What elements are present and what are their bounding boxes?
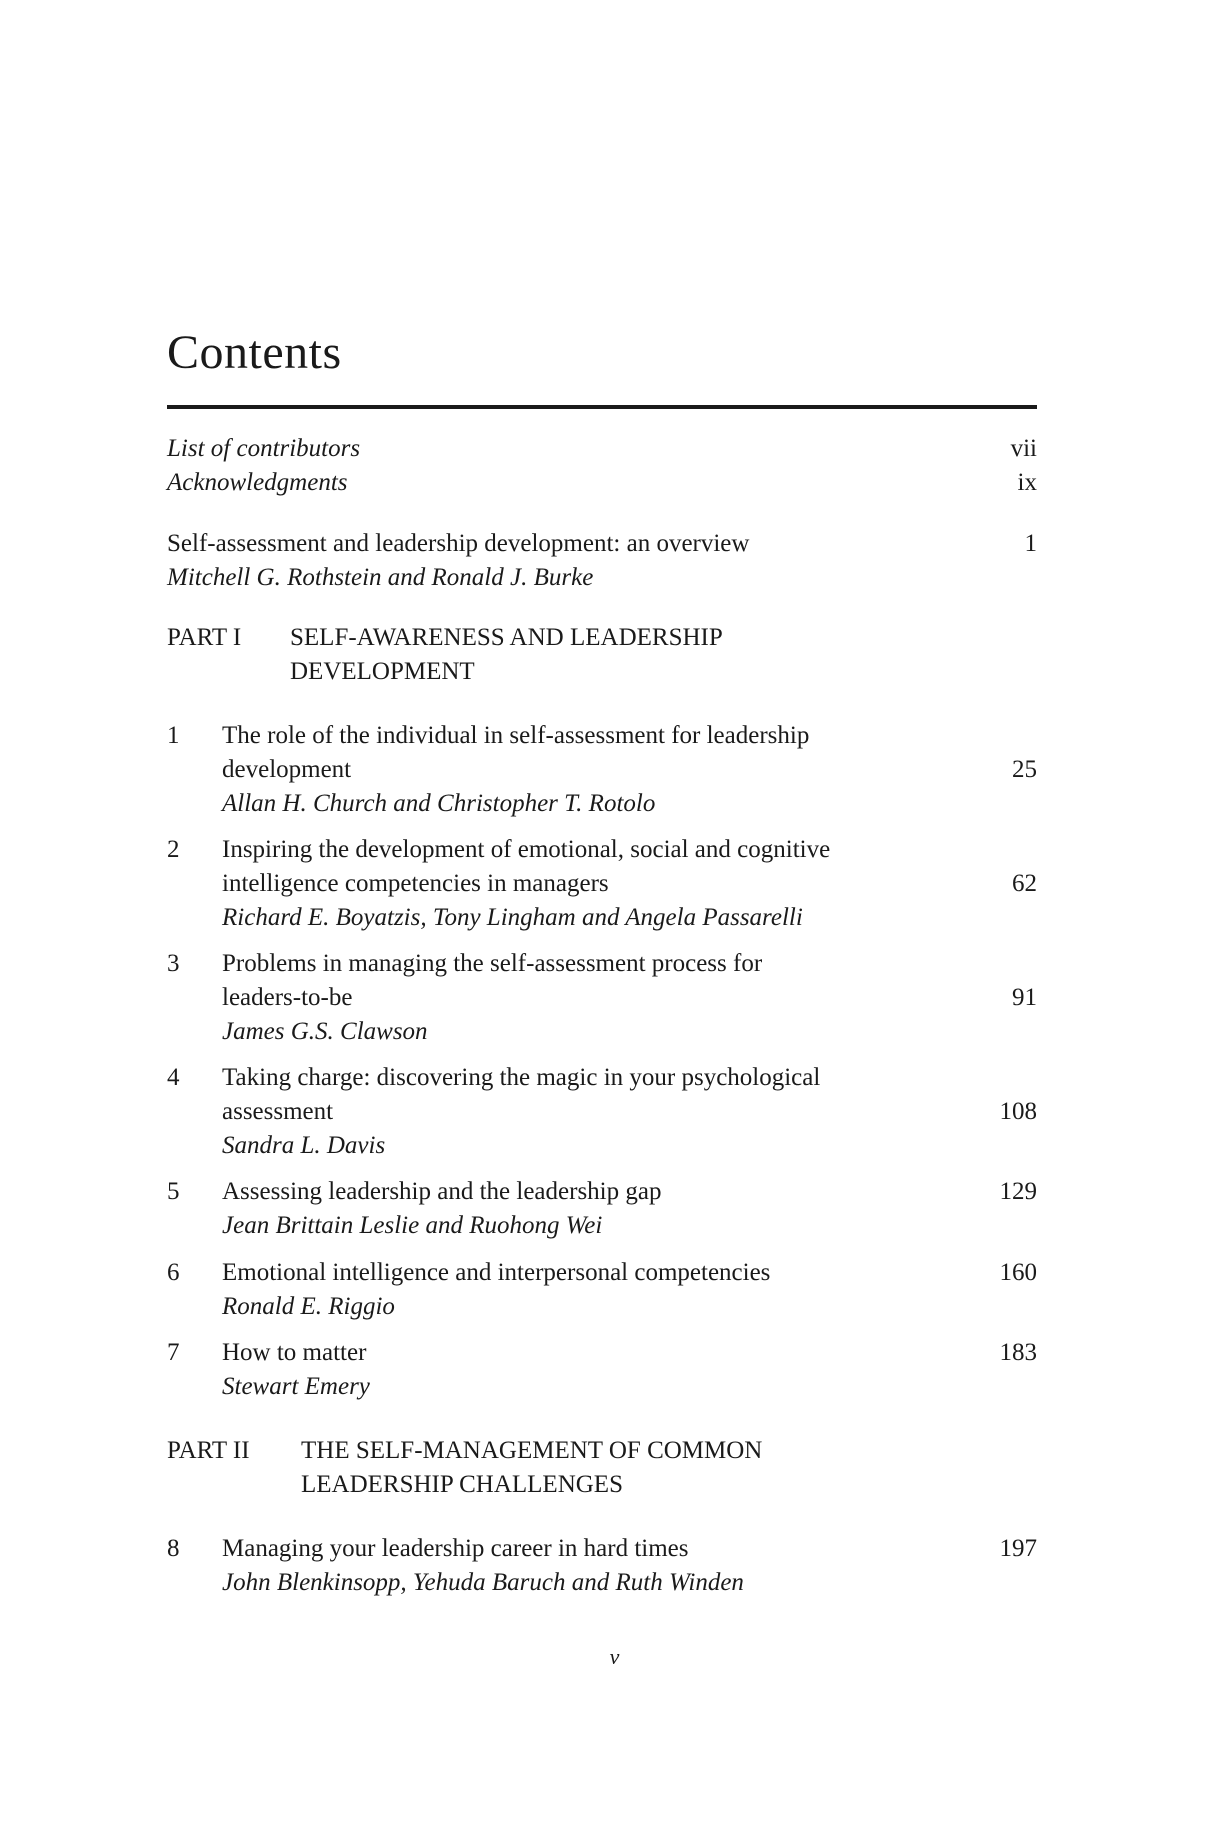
chapter-page: 25 — [1012, 756, 1037, 783]
chapter-authors: Richard E. Boyatzis, Tony Lingham and Angela Passarelli — [222, 904, 803, 931]
chapter-authors: John Blenkinsopp, Yehuda Baruch and Ruth Winden — [222, 1569, 744, 1596]
chapter-authors: Jean Brittain Leslie and Ruohong Wei — [222, 1212, 603, 1239]
overview-authors: Mitchell G. Rothstein and Ronald J. Burke — [167, 564, 594, 591]
chapter-number: 2 — [167, 836, 180, 863]
chapter-title-line2: intelligence competencies in managers — [222, 870, 609, 897]
chapter-number: 6 — [167, 1259, 180, 1286]
part1-title-line2: DEVELOPMENT — [290, 658, 475, 685]
part2-title-line1: THE SELF-MANAGEMENT OF COMMON — [301, 1437, 763, 1464]
title-rule — [167, 405, 1037, 409]
part1-label: PART I — [167, 624, 242, 651]
chapter-title-line1: Assessing leadership and the leadership gap — [222, 1178, 662, 1205]
chapter-page: 108 — [999, 1098, 1037, 1125]
chapter-number: 4 — [167, 1064, 180, 1091]
chapter-number: 5 — [167, 1178, 180, 1205]
chapter-title-line1: Problems in managing the self-assessment process for — [222, 950, 763, 977]
chapter-number: 1 — [167, 722, 180, 749]
part2-title-line2: LEADERSHIP CHALLENGES — [301, 1471, 623, 1498]
chapter-title-line1: Managing your leadership career in hard times — [222, 1535, 689, 1562]
overview-title: Self-assessment and leadership development: an overview — [167, 530, 750, 557]
chapter-page: 197 — [999, 1535, 1037, 1562]
part1-title-line1: SELF-AWARENESS AND LEADERSHIP — [290, 624, 723, 651]
chapter-authors: Stewart Emery — [222, 1373, 370, 1400]
chapter-title-line1: How to matter — [222, 1339, 367, 1366]
chapter-authors: Ronald E. Riggio — [222, 1293, 395, 1320]
page-title: Contents — [167, 326, 342, 379]
chapter-title-line1: The role of the individual in self-assessment for leadership — [222, 722, 810, 749]
chapter-authors: Allan H. Church and Christopher T. Rotolo — [222, 790, 656, 817]
chapter-authors: James G.S. Clawson — [222, 1018, 428, 1045]
page-number: v — [609, 1644, 620, 1669]
chapter-title-line1: Taking charge: discovering the magic in your psychological — [222, 1064, 821, 1091]
chapter-title-line1: Inspiring the development of emotional, social and cognitive — [222, 836, 831, 863]
chapter-title-line2: assessment — [222, 1098, 334, 1125]
chapter-number: 8 — [167, 1535, 180, 1562]
overview-page: 1 — [1024, 530, 1037, 557]
chapter-title-line2: leaders-to-be — [222, 984, 353, 1011]
chapter-page: 183 — [999, 1339, 1037, 1366]
part2-label: PART II — [167, 1437, 250, 1464]
chapter-page: 129 — [999, 1178, 1037, 1205]
chapter-title-line1: Emotional intelligence and interpersonal competencies — [222, 1259, 771, 1286]
front-matter-contributors: List of contributors — [167, 435, 361, 462]
front-matter-acknowledgments-page: ix — [1017, 469, 1037, 496]
chapter-number: 7 — [167, 1339, 180, 1366]
chapter-number: 3 — [167, 950, 180, 977]
chapter-page: 62 — [1012, 870, 1037, 897]
front-matter-contributors-page: vii — [1010, 435, 1037, 462]
chapter-page: 91 — [1012, 984, 1037, 1011]
front-matter-acknowledgments: Acknowledgments — [167, 469, 348, 496]
chapter-authors: Sandra L. Davis — [222, 1132, 386, 1159]
chapter-title-line2: development — [222, 756, 352, 783]
chapter-page: 160 — [999, 1259, 1037, 1286]
